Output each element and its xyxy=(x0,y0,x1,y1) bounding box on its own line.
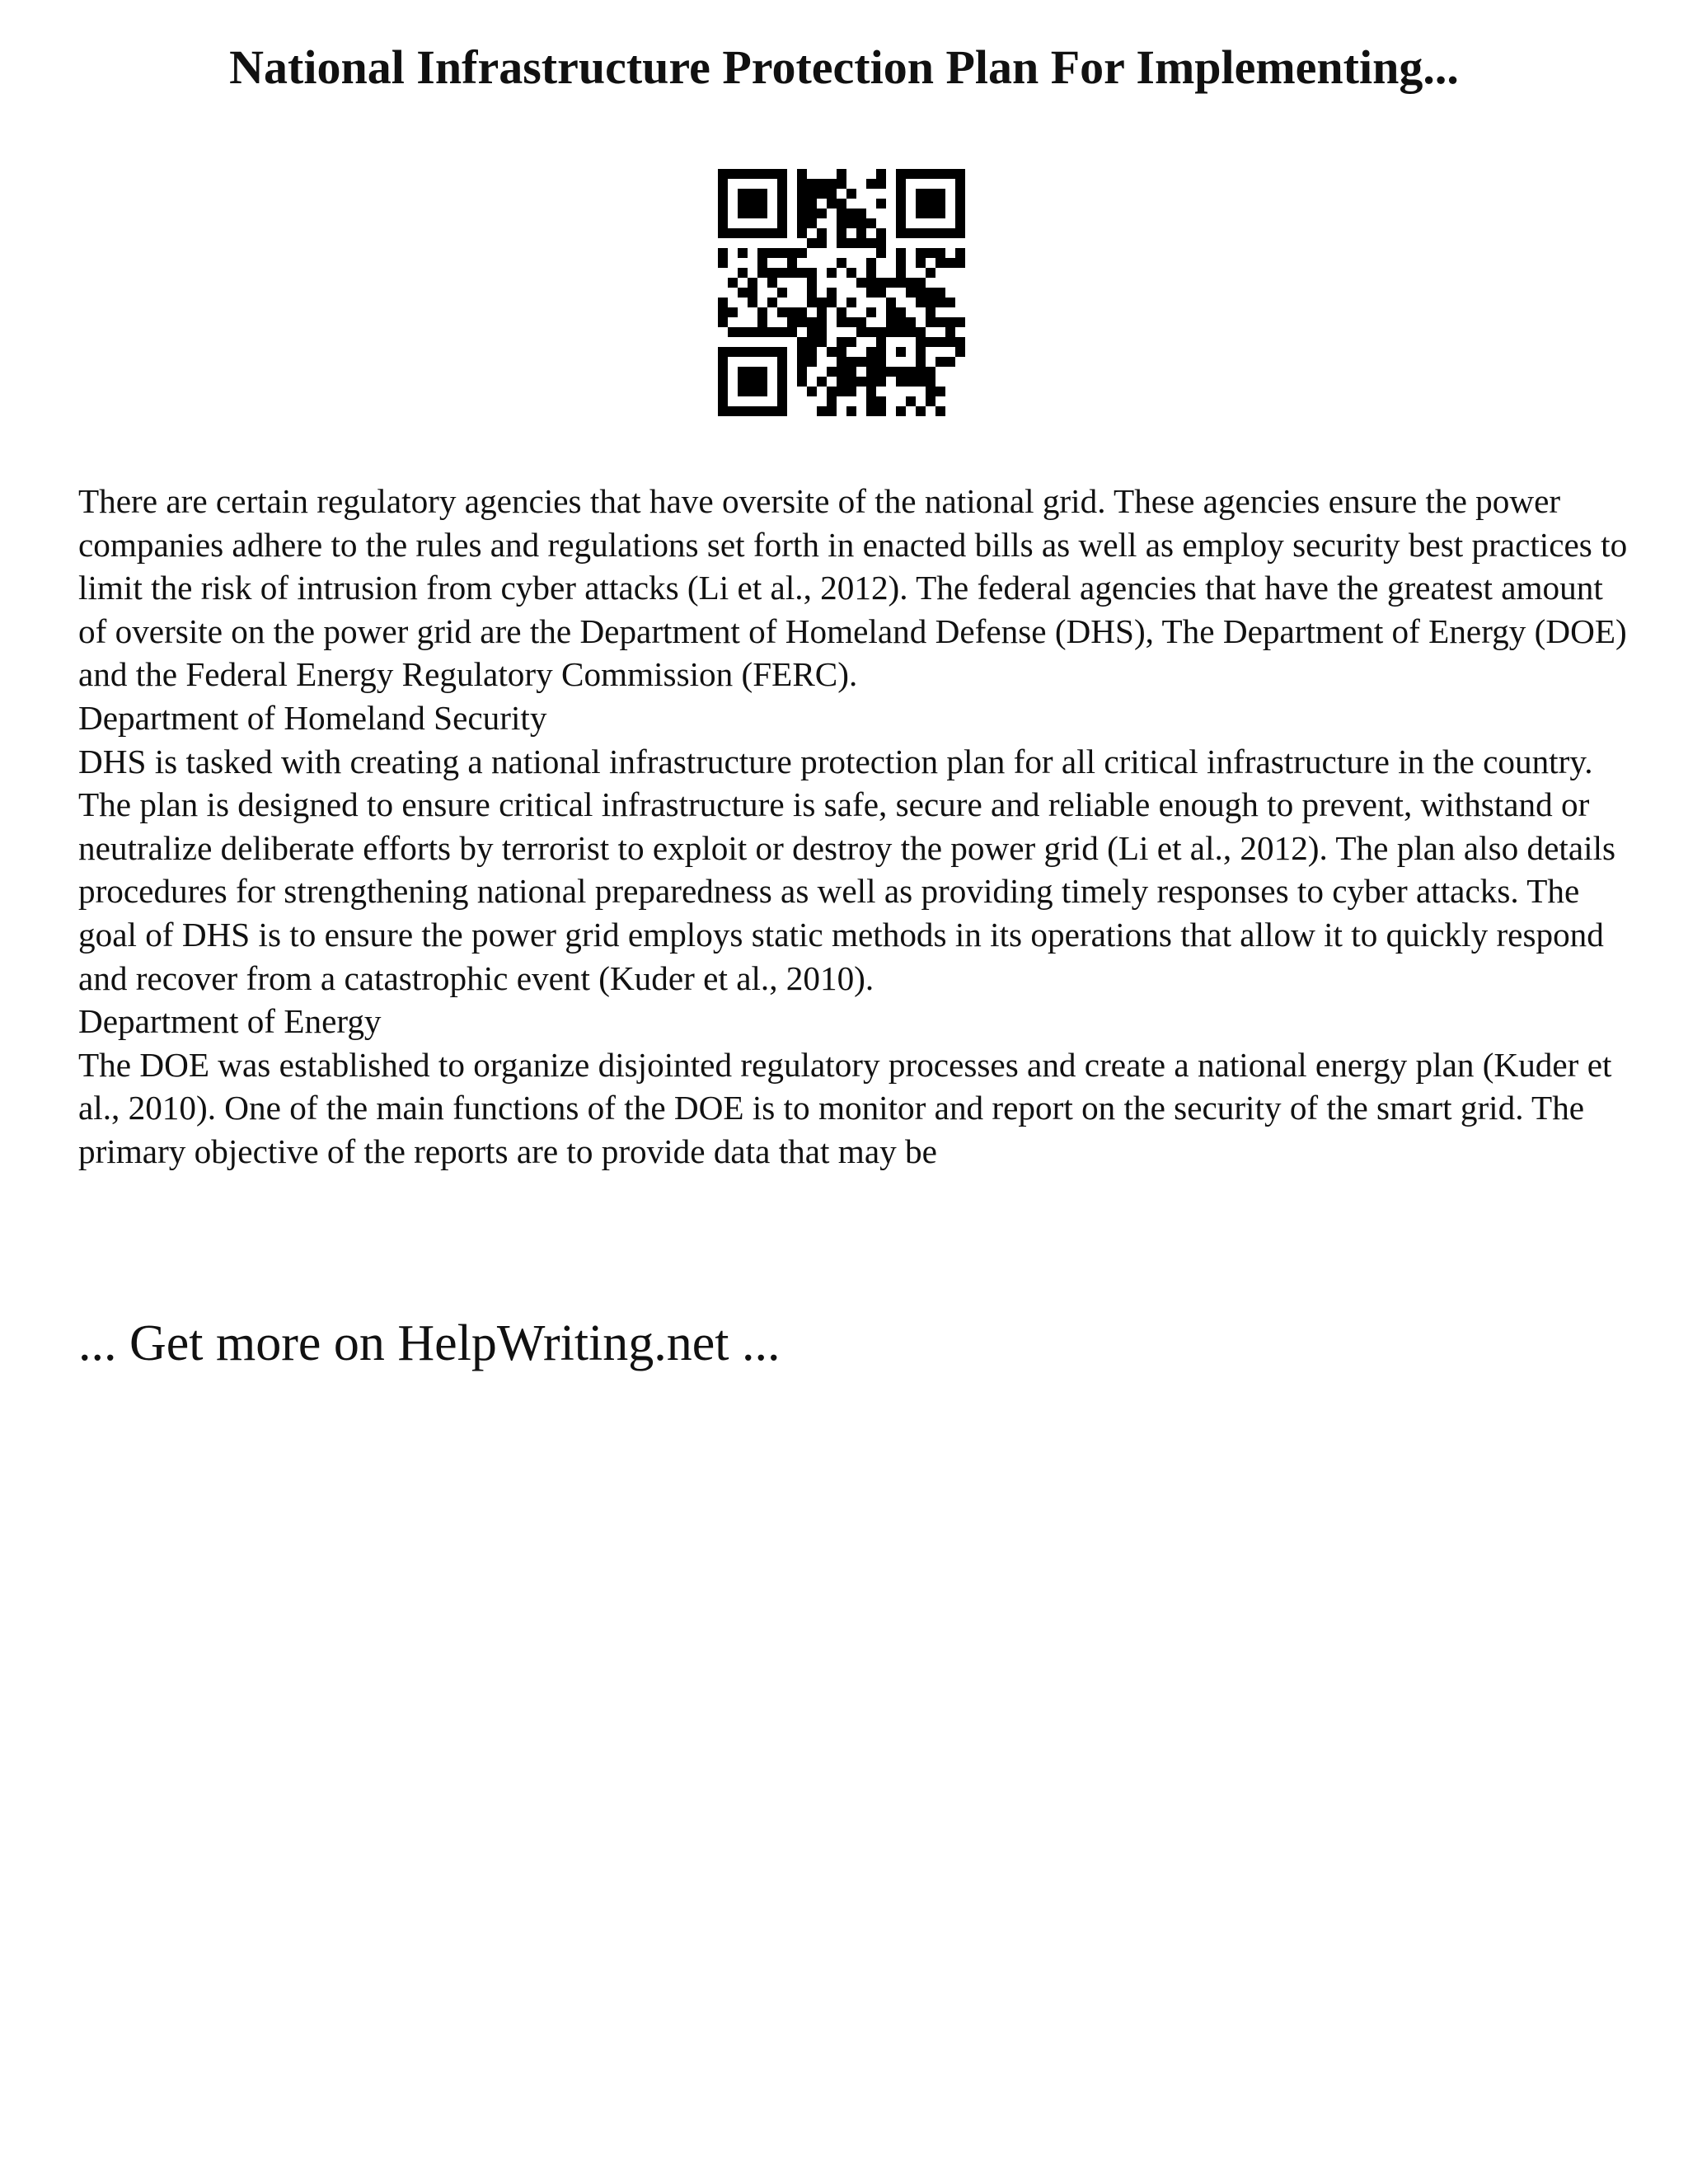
body-paragraph: The DOE was established to organize disjointed regulatory processes and create a national energy plan (Kuder et al., 2010). One of the main functions of the DOE is to monitor and report on the security of the smart grid. The primary objective of the reports are to provide data that may be xyxy=(78,1045,1612,1170)
section-heading: Department of Energy xyxy=(78,1002,382,1041)
get-more-link[interactable]: ... Get more on HelpWriting.net ... xyxy=(78,1315,781,1371)
page-title: National Infrastructure Protection Plan For Implementing... xyxy=(229,40,1459,94)
body-paragraph: DHS is tasked with creating a national infrastructure protection plan for all critical infrastructure in the country. The plan is designed to ensure critical infrastructure is safe, secure and reliable enough to prevent, withstand or neutralize deliberate efforts by terrorist to exploit or destroy the power grid (Li et al., 2012). The plan also details procedures for strengthening national preparedness as well as providing timely responses to cyber attacks. The goal of DHS is to ensure the power grid employs static methods in its operations that allow it to quickly respond and recover from a catastrophic event (Kuder et al., 2010). xyxy=(78,742,1616,997)
body-paragraph: There are certain regulatory agencies that have oversite of the national grid. These agencies ensure the power companies adhere to the rules and regulations set forth in enacted bills as well as employ security best practices to limit the risk of intrusion from cyber attacks (Li et al., 2012). The federal agencies that have the greatest amount of oversite on the power grid are the Department of Homeland Defense (DHS), The Department of Energy (DOE) and the Federal Energy Regulatory Commission (FERC). xyxy=(78,482,1628,694)
section-heading: Department of Homeland Security xyxy=(78,698,547,737)
qr-code-icon xyxy=(718,169,965,416)
article-body xyxy=(78,480,1628,1174)
